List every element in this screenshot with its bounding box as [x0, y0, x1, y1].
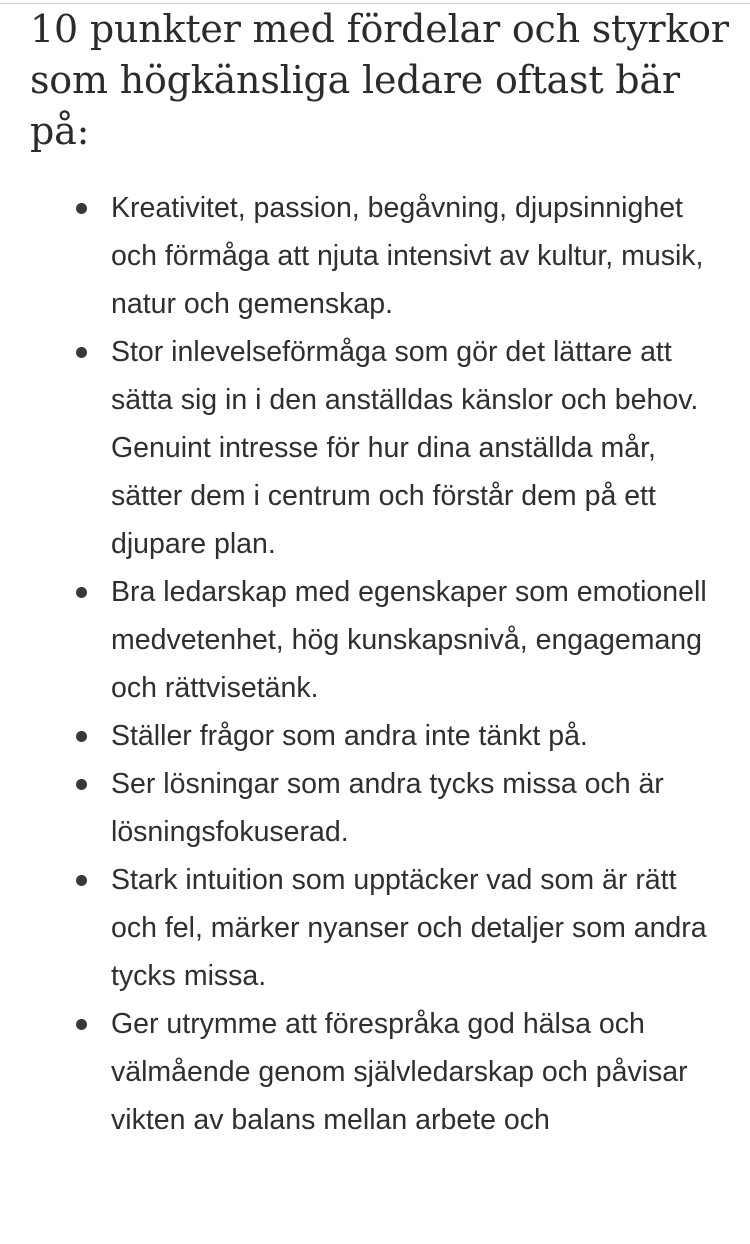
list-item	[30, 712, 730, 760]
list-item	[30, 568, 730, 712]
bullet-icon	[76, 587, 87, 598]
bullet-icon	[76, 203, 87, 214]
list-item-text: Kreativitet, passion, begåvning, djupsinnighet och förmåga att njuta intensivt av kultur, musik, natur och gemenskap.	[111, 192, 704, 320]
list-item-text: Bra ledarskap med egenskaper som emotionell medvetenhet, hög kunskapsnivå, engagemang och rättvisetänk.	[111, 576, 707, 704]
list-item-text: Ger utrymme att förespråka god hälsa och välmående genom självledarskap och påvisar vikten av balans mellan arbete och	[111, 1008, 688, 1136]
bullet-icon	[76, 875, 87, 886]
bullet-icon	[76, 347, 87, 358]
bullet-icon	[76, 779, 87, 790]
list-item	[30, 760, 730, 856]
list-item	[30, 184, 730, 328]
list-item-text: Ser lösningar som andra tycks missa och är lösningsfokuserad.	[111, 768, 664, 848]
bullet-icon	[76, 731, 87, 742]
list-item-text: Stor inlevelseförmåga som gör det lättare att sätta sig in i den anställdas känslor och behov. Genuint intresse för hur dina anställda mår, sätter dem i centrum och förstår dem på ett djupare plan.	[111, 336, 699, 560]
list-item-text: Stark intuition som upptäcker vad som är rätt och fel, märker nyanser och detaljer som andra tycks missa.	[111, 864, 707, 992]
article-content	[30, 4, 730, 1136]
list-item	[30, 856, 730, 1000]
list-item	[30, 328, 730, 568]
list-item	[30, 1000, 730, 1144]
benefits-list	[30, 184, 730, 1144]
list-item-text: Ställer frågor som andra inte tänkt på.	[111, 720, 588, 752]
section-heading: 10 punkter med fördelar och styrkor som högkänsliga ledare oftast bär på:	[30, 7, 729, 153]
bullet-icon	[76, 1019, 87, 1030]
